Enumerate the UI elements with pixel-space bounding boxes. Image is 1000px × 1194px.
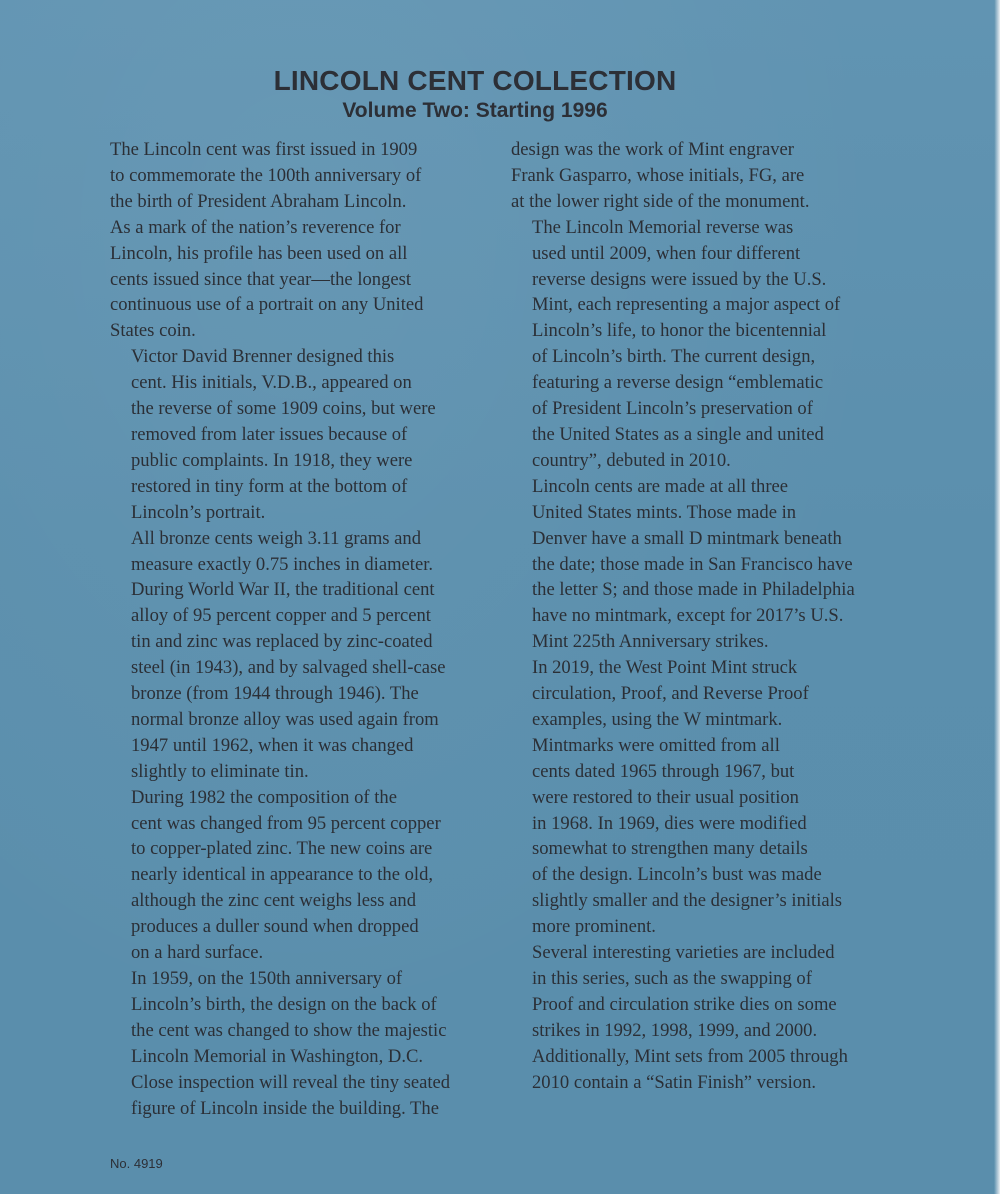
text-line: of the design. Lincoln’s bust was made — [532, 864, 822, 886]
text-line: more prominent. — [532, 916, 656, 938]
text-line: figure of Lincoln inside the building. The — [131, 1097, 439, 1119]
text-line: States coin. — [110, 320, 196, 342]
text-line: normal bronze alloy was used again from — [131, 708, 439, 730]
text-line: to copper-plated zinc. The new coins are — [131, 838, 433, 860]
text-line: tin and zinc was replaced by zinc-coated — [131, 631, 433, 653]
text-line: In 2019, the West Point Mint struck — [532, 657, 798, 679]
body-paragraph — [511, 940, 895, 1095]
text-line: Lincoln’s birth, the design on the back of — [131, 993, 437, 1015]
text-line: measure exactly 0.75 inches in diameter. — [131, 553, 434, 575]
text-line: steel (in 1943), and by salvaged shell-case — [131, 657, 446, 679]
right-column — [511, 137, 895, 1096]
text-line: During World War II, the traditional cent — [131, 579, 435, 601]
text-line: removed from later issues because of — [131, 423, 408, 445]
text-line: at the lower right side of the monument. — [511, 190, 810, 212]
body-paragraph — [511, 474, 895, 655]
text-line: nearly identical in appearance to the old, — [131, 864, 434, 886]
text-line: Additionally, Mint sets from 2005 through — [532, 1045, 848, 1067]
text-line: Mint 225th Anniversary strikes. — [532, 631, 769, 653]
body-paragraph — [110, 785, 494, 966]
body-paragraph — [110, 966, 494, 1121]
text-line: reverse designs were issued by the U.S. — [532, 268, 827, 290]
text-line: country”, debuted in 2010. — [532, 449, 731, 471]
text-line: on a hard surface. — [131, 942, 264, 964]
text-line: Denver have a small D mintmark beneath — [532, 527, 842, 549]
text-line: Lincoln’s life, to honor the bicentennial — [532, 320, 827, 342]
page-edge — [994, 0, 1000, 1194]
text-line: bronze (from 1944 through 1946). The — [131, 683, 419, 705]
body-paragraph — [110, 137, 494, 344]
text-line: During 1982 the composition of the — [131, 786, 397, 808]
text-line: Close inspection will reveal the tiny seated — [131, 1071, 451, 1093]
text-line: the birth of President Abraham Lincoln. — [110, 190, 407, 212]
text-line: of President Lincoln’s preservation of — [532, 398, 813, 420]
text-line: the date; those made in San Francisco have — [532, 553, 853, 575]
text-line: slightly to eliminate tin. — [131, 760, 309, 782]
text-line: Frank Gasparro, whose initials, FG, are — [511, 164, 805, 186]
text-line: cent. His initials, V.D.B., appeared on — [131, 372, 412, 394]
text-line: to commemorate the 100th anniversary of — [110, 164, 422, 186]
text-line: in this series, such as the swapping of — [532, 968, 812, 989]
text-line: the United States as a single and united — [532, 423, 824, 445]
text-line: All bronze cents weigh 3.11 grams and — [131, 527, 422, 549]
text-line: the cent was changed to show the majestic — [131, 1019, 447, 1041]
text-line: Lincoln’s portrait. — [131, 501, 266, 523]
text-line: 1947 until 1962, when it was changed — [131, 734, 414, 756]
text-line: the reverse of some 1909 coins, but were — [131, 398, 436, 420]
text-line: As a mark of the nation’s reverence for — [110, 216, 401, 238]
text-line: strikes in 1992, 1998, 1999, and 2000. — [532, 1019, 818, 1041]
body-paragraph — [511, 137, 895, 215]
text-line: somewhat to strengthen many details — [532, 838, 808, 860]
text-line: although the zinc cent weighs less and — [131, 890, 417, 912]
text-line: Several interesting varieties are included — [532, 942, 835, 964]
text-line: circulation, Proof, and Reverse Proof — [532, 683, 809, 705]
body-paragraph — [110, 526, 494, 785]
text-line: Lincoln cents are made at all three — [532, 475, 789, 497]
text-line: cents issued since that year—the longest — [110, 268, 412, 290]
body-paragraph — [110, 344, 494, 525]
text-line: Mintmarks were omitted from all — [532, 734, 780, 756]
text-line: the letter S; and those made in Philadelphia — [532, 579, 855, 601]
text-line: of Lincoln’s birth. The current design, — [532, 346, 816, 368]
text-line: Lincoln Memorial in Washington, D.C. — [131, 1045, 424, 1067]
body-paragraph — [511, 655, 895, 733]
text-line: were restored to their usual position — [532, 786, 799, 808]
body-paragraph — [511, 215, 895, 474]
text-line: Proof and circulation strike dies on some — [532, 993, 837, 1015]
text-line: slightly smaller and the designer’s initials — [532, 890, 843, 912]
text-line: 2010 contain a “Satin Finish” version. — [532, 1071, 817, 1093]
body-paragraph — [511, 733, 895, 940]
text-line: The Lincoln Memorial reverse was — [532, 216, 794, 238]
text-line: restored in tiny form at the bottom of — [131, 475, 408, 497]
left-column — [110, 137, 494, 1121]
text-line: in 1968. In 1969, dies were modified — [532, 812, 807, 834]
text-line: used until 2009, when four different — [532, 242, 801, 264]
text-line: continuous use of a portrait on any United — [110, 294, 424, 316]
text-line: alloy of 95 percent copper and 5 percent — [131, 605, 431, 627]
page-subtitle: Volume Two: Starting 1996 — [342, 99, 608, 122]
text-line: In 1959, on the 150th anniversary of — [131, 968, 403, 989]
text-line: United States mints. Those made in — [532, 501, 797, 523]
text-line: public complaints. In 1918, they were — [131, 449, 413, 471]
text-line: The Lincoln cent was first issued in 1909 — [110, 139, 418, 160]
text-line: Mint, each representing a major aspect of — [532, 294, 841, 316]
text-line: cents dated 1965 through 1967, but — [532, 760, 795, 782]
page-title: LINCOLN CENT COLLECTION — [273, 65, 677, 96]
text-line: cent was changed from 95 percent copper — [131, 812, 441, 834]
catalog-number: No. 4919 — [110, 1156, 163, 1171]
text-line: Lincoln, his profile has been used on all — [110, 242, 408, 264]
text-line: examples, using the W mintmark. — [532, 708, 783, 730]
text-line: featuring a reverse design “emblematic — [532, 372, 824, 394]
text-line: have no mintmark, except for 2017’s U.S. — [532, 605, 844, 627]
text-line: design was the work of Mint engraver — [511, 139, 794, 160]
text-line: produces a duller sound when dropped — [131, 916, 419, 938]
text-line: Victor David Brenner designed this — [131, 346, 395, 368]
